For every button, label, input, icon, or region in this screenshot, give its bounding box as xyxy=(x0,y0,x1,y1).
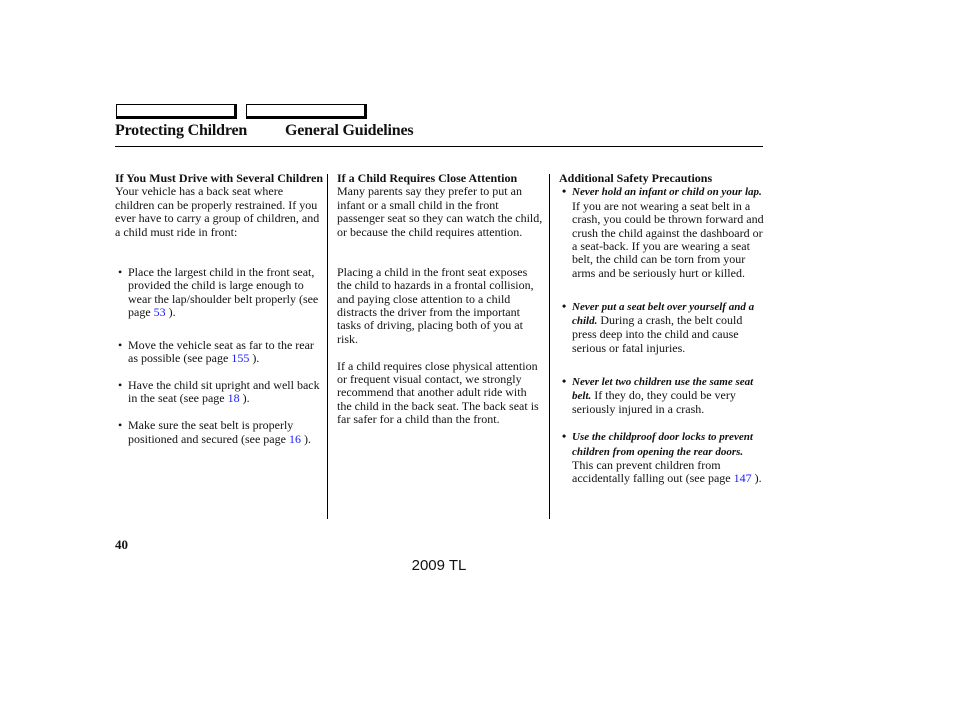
column-close-attention xyxy=(337,172,543,427)
bullet-warning: Never put a seat belt over yourself and a child. xyxy=(572,300,755,328)
col1-bullet xyxy=(115,266,323,320)
page-link-53[interactable]: 53 xyxy=(153,305,166,320)
bullet-text: Place the largest child in the front seat, provided the child is large enough to wear the lap/shoulder belt properly (see page xyxy=(128,264,319,320)
column-several-children xyxy=(115,172,323,446)
footer-text: 2009 TL xyxy=(411,557,467,574)
page-number: 40 xyxy=(115,537,128,552)
col3-bullet xyxy=(559,185,765,280)
bullet-icon: • xyxy=(118,264,123,279)
col1-bullet xyxy=(115,339,323,366)
bullet-icon: • xyxy=(562,184,567,199)
bullet-icon: • xyxy=(118,378,123,393)
col2-paragraph-1: Many parents say they prefer to put an infant or a small child in the front passenger seat so they can watch the child, or because the child requires attention. xyxy=(337,184,543,239)
page-link-18[interactable]: 18 xyxy=(227,391,240,406)
col1-bullet xyxy=(115,379,323,406)
bullet-icon: • xyxy=(562,298,567,313)
bullet-warning: Use the childproof door locks to prevent children from opening the rear doors. xyxy=(572,431,753,458)
col3-bullet xyxy=(559,375,765,417)
col1-heading: If You Must Drive with Several Children xyxy=(115,171,323,185)
bullet-warning: Never hold an infant or child on your lap. xyxy=(572,186,762,199)
bullet-tail: ). xyxy=(165,305,176,320)
bullet-text: If they do, they could be very seriously injured in a crash. xyxy=(572,388,736,417)
header-divider xyxy=(115,146,763,147)
bullet-text: Move the vehicle seat as far to the rear as possible (see page xyxy=(128,337,314,366)
bullet-tail: ). xyxy=(249,351,260,366)
col3-bullet xyxy=(559,300,765,356)
col2-paragraph-3: If a child requires close physical attention or frequent visual contact, we strongly recommend that another adult ride with the child in the back seat. The back seat is far safer for a child than the front. xyxy=(337,358,539,427)
page-link-16[interactable]: 16 xyxy=(288,431,301,446)
bullet-text: Make sure the seat belt is properly positioned and secured (see page xyxy=(128,418,294,446)
bullet-tail: ). xyxy=(239,391,250,406)
col2-paragraph-2: Placing a child in the front seat exposes the child to hazards in a frontal collision, and paying close attention to a child distracts the driver from the important tasks of driving, placing both of you at risk. xyxy=(337,264,534,346)
page-link-155[interactable]: 155 xyxy=(231,351,250,366)
col3-bullet xyxy=(559,430,765,486)
column-divider-1 xyxy=(327,174,328,519)
bullet-icon: • xyxy=(118,337,123,352)
col1-bullet xyxy=(115,419,323,446)
bullet-text: Have the child sit upright and well back in the seat (see page xyxy=(128,378,320,406)
bullet-warning: Never let two children use the same seat belt. xyxy=(572,375,754,403)
footer-model xyxy=(0,557,954,574)
bullet-tail: ). xyxy=(300,431,311,446)
bullet-text: During a crash, the belt could press deep into the child and cause serious or fatal injuries. xyxy=(572,313,743,355)
section-title-protecting-children: Protecting Children xyxy=(115,122,248,139)
section-tab-box-2 xyxy=(246,104,367,119)
col1-intro: Your vehicle has a back seat where children can be properly restrained. If you ever have to carry a group of children, and a child must ride in front: xyxy=(115,184,320,239)
section-title-general-guidelines: General Guidelines xyxy=(285,122,414,139)
column-safety-precautions xyxy=(559,172,765,486)
col3-heading: Additional Safety Precautions xyxy=(559,171,713,185)
bullet-tail: ). xyxy=(751,471,762,486)
col2-heading: If a Child Requires Close Attention xyxy=(337,171,518,185)
bullet-icon: • xyxy=(562,373,567,388)
page-link-147[interactable]: 147 xyxy=(733,471,752,486)
bullet-text: If you are not wearing a seat belt in a crash, you could be thrown forward and crush the child against the dashboard or a seat-back. If you are wearing a seat belt, the child can be torn from your arms and be seriously hurt or killed. xyxy=(572,198,764,280)
bullet-icon: • xyxy=(562,429,567,444)
bullet-icon: • xyxy=(118,418,123,433)
bullet-text: This can prevent children from accidentally falling out (see page xyxy=(572,458,734,486)
column-divider-2 xyxy=(549,174,550,519)
section-tab-box-1 xyxy=(116,104,237,119)
